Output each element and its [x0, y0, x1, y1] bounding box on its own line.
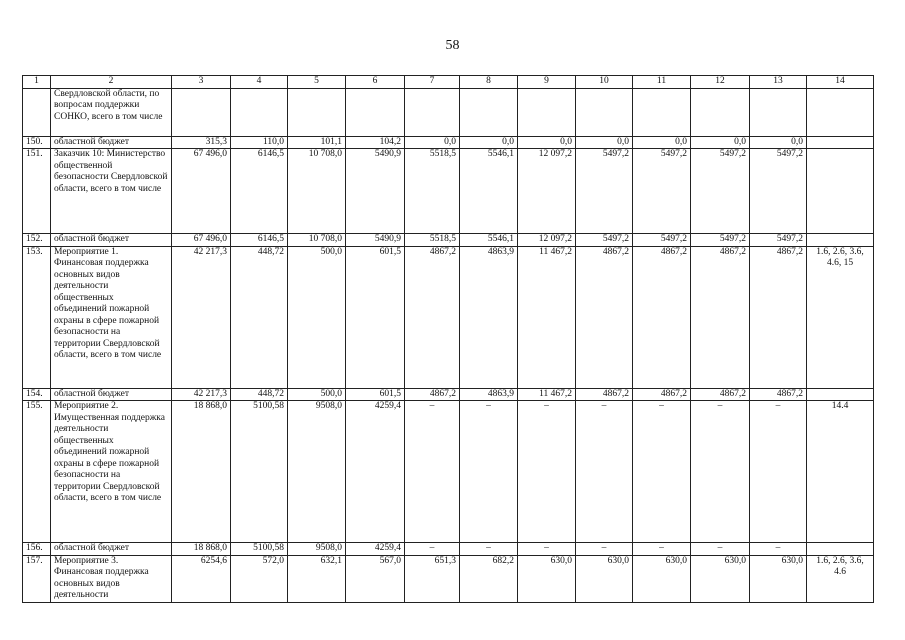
column-number: 10 — [576, 76, 633, 89]
amount-cell: 572,0 — [231, 555, 288, 602]
amount-cell: 630,0 — [518, 555, 576, 602]
amount-cell: 9508,0 — [288, 543, 346, 556]
amount-cell: – — [750, 401, 807, 543]
row-name: областной бюджет — [51, 543, 172, 556]
amount-cell: 630,0 — [691, 555, 750, 602]
column-number: 14 — [807, 76, 874, 89]
amount-cell: 5497,2 — [633, 149, 691, 234]
amount-cell: 101,1 — [288, 136, 346, 149]
amount-cell — [518, 88, 576, 136]
row-number — [23, 88, 51, 136]
column-number: 6 — [346, 76, 405, 89]
row-number: 150. — [23, 136, 51, 149]
row-name: Мероприятие 3. Финансовая поддержка основных видов деятельности — [51, 555, 172, 602]
row-number: 153. — [23, 246, 51, 388]
amount-cell: 12 097,2 — [518, 234, 576, 247]
amount-cell — [172, 88, 231, 136]
amount-cell: 104,2 — [346, 136, 405, 149]
amount-cell: 630,0 — [750, 555, 807, 602]
column-number: 1 — [23, 76, 51, 89]
amount-cell: 6146,5 — [231, 234, 288, 247]
target-indicator — [807, 149, 874, 234]
target-indicator — [807, 388, 874, 401]
table-row — [23, 234, 874, 247]
amount-cell — [405, 88, 460, 136]
amount-cell: – — [633, 543, 691, 556]
row-name: Мероприятие 2. Имущественная поддержка деятельности общественных объединений пожарной охраны в сфере пожарной безопасности на территории Свердловской области, всего в том числе — [51, 401, 172, 543]
amount-cell: 651,3 — [405, 555, 460, 602]
row-name: Мероприятие 1. Финансовая поддержка основных видов деятельности общественных объединений пожарной охраны в сфере пожарной безопасности на территории Свердловской области, всего в том числе — [51, 246, 172, 388]
column-number: 12 — [691, 76, 750, 89]
amount-cell: 0,0 — [405, 136, 460, 149]
amount-cell: 18 868,0 — [172, 401, 231, 543]
amount-cell: 0,0 — [518, 136, 576, 149]
target-indicator: 1.6, 2.6, 3.6, 4.6 — [807, 555, 874, 602]
amount-cell: 5518,5 — [405, 149, 460, 234]
amount-cell: 0,0 — [460, 136, 518, 149]
amount-cell: 110,0 — [231, 136, 288, 149]
amount-cell: 6146,5 — [231, 149, 288, 234]
row-name: областной бюджет — [51, 234, 172, 247]
amount-cell: 5546,1 — [460, 234, 518, 247]
amount-cell: 5518,5 — [405, 234, 460, 247]
amount-cell: – — [460, 543, 518, 556]
amount-cell: 5497,2 — [691, 149, 750, 234]
column-number-row — [23, 76, 874, 89]
row-number: 154. — [23, 388, 51, 401]
row-name: Заказчик 10: Министерство общественной безопасности Свердловской области, всего в том числе — [51, 149, 172, 234]
target-indicator: 14.4 — [807, 401, 874, 543]
amount-cell: 0,0 — [576, 136, 633, 149]
amount-cell: – — [633, 401, 691, 543]
amount-cell: 4867,2 — [405, 388, 460, 401]
amount-cell — [691, 88, 750, 136]
amount-cell: 10 708,0 — [288, 149, 346, 234]
amount-cell: 4867,2 — [691, 388, 750, 401]
amount-cell: 10 708,0 — [288, 234, 346, 247]
table-row — [23, 543, 874, 556]
table-row — [23, 149, 874, 234]
column-number: 4 — [231, 76, 288, 89]
amount-cell: – — [691, 401, 750, 543]
amount-cell: 567,0 — [346, 555, 405, 602]
amount-cell — [231, 88, 288, 136]
column-number: 5 — [288, 76, 346, 89]
amount-cell: 0,0 — [750, 136, 807, 149]
amount-cell: 632,1 — [288, 555, 346, 602]
amount-cell: 4867,2 — [633, 246, 691, 388]
amount-cell — [460, 88, 518, 136]
amount-cell: 42 217,3 — [172, 246, 231, 388]
row-name: областной бюджет — [51, 136, 172, 149]
amount-cell: 601,5 — [346, 388, 405, 401]
amount-cell: 4867,2 — [750, 388, 807, 401]
amount-cell: 18 868,0 — [172, 543, 231, 556]
amount-cell: 5497,2 — [576, 149, 633, 234]
amount-cell: 5100,58 — [231, 401, 288, 543]
row-number: 156. — [23, 543, 51, 556]
amount-cell: – — [405, 543, 460, 556]
amount-cell: 4259,4 — [346, 543, 405, 556]
amount-cell: – — [460, 401, 518, 543]
amount-cell: 4259,4 — [346, 401, 405, 543]
amount-cell: – — [750, 543, 807, 556]
page-number: 58 — [445, 38, 460, 53]
row-name: Свердловской области, по вопросам поддержки СОНКО, всего в том числе — [51, 88, 172, 136]
amount-cell: 42 217,3 — [172, 388, 231, 401]
amount-cell: 5497,2 — [750, 234, 807, 247]
amount-cell: 12 097,2 — [518, 149, 576, 234]
column-number: 11 — [633, 76, 691, 89]
target-indicator — [807, 543, 874, 556]
amount-cell: 9508,0 — [288, 401, 346, 543]
amount-cell: 4867,2 — [405, 246, 460, 388]
amount-cell: 11 467,2 — [518, 388, 576, 401]
amount-cell: – — [518, 543, 576, 556]
amount-cell: 67 496,0 — [172, 149, 231, 234]
column-number: 13 — [750, 76, 807, 89]
amount-cell: 630,0 — [576, 555, 633, 602]
amount-cell — [750, 88, 807, 136]
budget-table — [22, 75, 874, 603]
row-number: 152. — [23, 234, 51, 247]
row-number: 157. — [23, 555, 51, 602]
amount-cell: 4867,2 — [576, 246, 633, 388]
amount-cell: 4863,9 — [460, 246, 518, 388]
amount-cell: 5490,9 — [346, 149, 405, 234]
amount-cell — [576, 88, 633, 136]
amount-cell: – — [518, 401, 576, 543]
amount-cell: 0,0 — [691, 136, 750, 149]
table-row — [23, 555, 874, 602]
table-row — [23, 401, 874, 543]
amount-cell: – — [576, 401, 633, 543]
amount-cell: 448,72 — [231, 388, 288, 401]
amount-cell: 4867,2 — [691, 246, 750, 388]
amount-cell: 0,0 — [633, 136, 691, 149]
amount-cell: 5546,1 — [460, 149, 518, 234]
amount-cell: 500,0 — [288, 388, 346, 401]
amount-cell: – — [576, 543, 633, 556]
table-row — [23, 88, 874, 136]
row-name: областной бюджет — [51, 388, 172, 401]
target-indicator — [807, 234, 874, 247]
amount-cell: – — [405, 401, 460, 543]
column-number: 9 — [518, 76, 576, 89]
amount-cell: 315,3 — [172, 136, 231, 149]
amount-cell: 5497,2 — [691, 234, 750, 247]
column-number: 2 — [51, 76, 172, 89]
amount-cell: 601,5 — [346, 246, 405, 388]
table-row — [23, 136, 874, 149]
target-indicator — [807, 88, 874, 136]
amount-cell: 448,72 — [231, 246, 288, 388]
row-number: 155. — [23, 401, 51, 543]
amount-cell: 682,2 — [460, 555, 518, 602]
table-row — [23, 388, 874, 401]
amount-cell: 5497,2 — [750, 149, 807, 234]
amount-cell: 67 496,0 — [172, 234, 231, 247]
amount-cell: 4863,9 — [460, 388, 518, 401]
amount-cell: 5497,2 — [633, 234, 691, 247]
amount-cell: 5490,9 — [346, 234, 405, 247]
row-number: 151. — [23, 149, 51, 234]
amount-cell — [346, 88, 405, 136]
target-indicator: 1.6, 2.6, 3.6, 4.6, 15 — [807, 246, 874, 388]
amount-cell — [633, 88, 691, 136]
amount-cell: 4867,2 — [750, 246, 807, 388]
table-row — [23, 246, 874, 388]
amount-cell: 4867,2 — [633, 388, 691, 401]
amount-cell — [288, 88, 346, 136]
column-number: 3 — [172, 76, 231, 89]
amount-cell: 11 467,2 — [518, 246, 576, 388]
target-indicator — [807, 136, 874, 149]
amount-cell: 4867,2 — [576, 388, 633, 401]
amount-cell: – — [691, 543, 750, 556]
amount-cell: 6254,6 — [172, 555, 231, 602]
amount-cell: 5497,2 — [576, 234, 633, 247]
column-number: 7 — [405, 76, 460, 89]
amount-cell: 5100,58 — [231, 543, 288, 556]
amount-cell: 500,0 — [288, 246, 346, 388]
column-number: 8 — [460, 76, 518, 89]
amount-cell: 630,0 — [633, 555, 691, 602]
